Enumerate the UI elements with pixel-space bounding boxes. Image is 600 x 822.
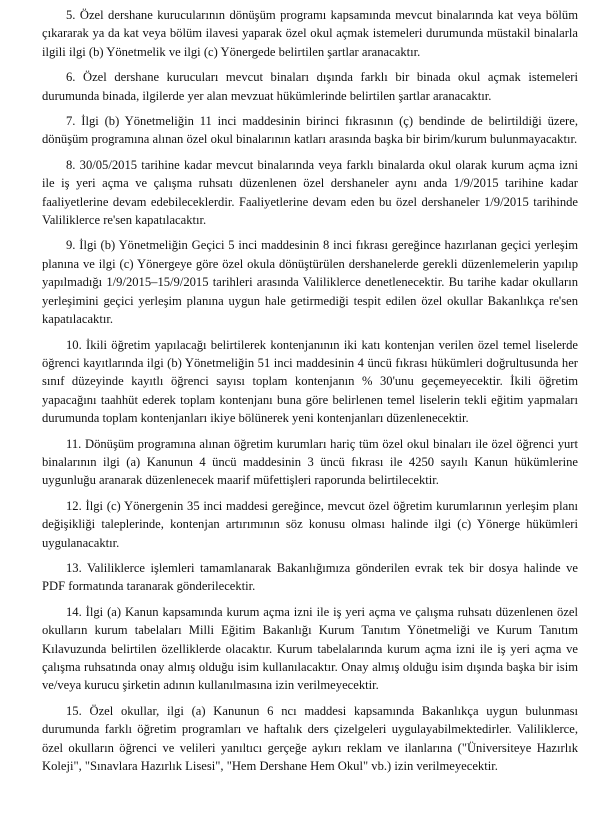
paragraph-item-5: 5. Özel dershane kurucularının dönüşüm programı kapsamında mevcut binalarında kat veya bölüm çıkararak ya da kat veya bölüm ilavesi yaparak özel okul açmak istemeleri durumunda müstakil binalarla ilgili ilgi (b) Yönetmelik ve ilgi (c) Yönergede belirtilen şartlar aranacaktır. xyxy=(42,8,578,59)
paragraph-item-14: 14. İlgi (a) Kanun kapsamında kurum açma izni ile iş yeri açma ve çalışma ruhsatı düzenlenen özel okulların kurum tabelaları Milli Eğitim Bakanlığı Kurum Tanıtım Yönetmeliği ve Kurum Tanıtım Kılavuzunda belirtilen özelliklerde olacaktır. Kurum tabelalarında kurum açma izni ile iş yeri açma ve çalışma ruhsatında onay almış olduğu isim kullanılacaktır. Onay almış olduğu isim dışında başka bir isim ve/veya kurucu şirketin adının kullanılmasına izin verilmeyecektir. xyxy=(42,604,578,693)
paragraph-item-15: 15. Özel okullar, ilgi (a) Kanunun 6 ncı maddesi kapsamında Bakanlıkça uygun bulunması durumunda farklı öğretim programları ve haftalık ders çizelgeleri uygulayabilmektedirler. Valiliklerce, özel okulların öğrenci ve velileri yanıltıcı gerçeğe aykırı reklam ve ilanlarına ("Üniversiteye Hazırlık Koleji", "Sınavlara Hazırlık Lisesi", "Hem Dershane Hem Okul" vb.) izin verilmeyecektir. xyxy=(42,703,578,774)
paragraph-item-8: 8. 30/05/2015 tarihine kadar mevcut binalarında veya farklı binalarda okul olarak kurum açma izni ile iş yeri açma ve çalışma ruhsatı düzenlenen özel dershaneler aynı anda 1/9/2015 tarihine kadar faaliyetlerine devam edebileceklerdir. Faaliyetlerine devam eden bu özel dershaneler 1/9/2015 tarihinde Valiliklerce re'sen kapatılacaktır. xyxy=(42,157,578,228)
paragraph-item-11: 11. Dönüşüm programına alınan öğretim kurumları hariç tüm özel okul binaları ile özel öğrenci yurt binalarının ilgi (a) Kanunun 4 üncü maddesinin 3 üncü fıkrası ile 4250 sayılı Kanun hükümlerine uygunluğu aranarak düzenlenecek maarif müfettişleri raporunda belirtilecektir. xyxy=(42,436,578,488)
paragraph-item-7: 7. İlgi (b) Yönetmeliğin 11 inci maddesinin birinci fıkrasının (ç) bendinde de belirtildiği üzere, dönüşüm programına alınan özel okul binalarının katları arasında başka bir birim/kurum bulunmayacaktır. xyxy=(42,114,578,147)
paragraph-item-10: 10. İkili öğretim yapılacağı belirtilerek kontenjanının iki katı kontenjan verilen özel temel liselerde öğrenci kayıtlarında ilgi (b) Yönetmeliğin 51 inci maddesinin 4 üncü fıkrası hükümleri doğrultusunda her sınıf düzeyinde kayıtlı öğrenci sayısı toplam kontenjanın % 30'unu geçemeyecektir. İkili öğretim yapacağını taahhüt ederek toplam kontenjanı buna göre belirlenen temel liselerin tekli eğitim yapmaları durumunda toplam kontenjanları ikiye bölünerek yeni kontenjanları düzenlenecektir. xyxy=(42,337,578,426)
paragraph-item-6: 6. Özel dershane kurucuları mevcut binaları dışında farklı bir binada okul açmak istemeleri durumunda binada, ilgilerde yer alan mevzuat hükümlerinde belirtilen şartlar aranacaktır. xyxy=(42,70,578,103)
paragraph-item-9: 9. İlgi (b) Yönetmeliğin Geçici 5 inci maddesinin 8 inci fıkrası gereğince hazırlanan geçici yerleşim planına ve ilgi (c) Yönergeye göre özel okula dönüştürülen dershanelerde gerekli düzenlemelerin yapılıp yapılmadığı 1/9/2015–15/9/2015 tarihleri arasında Valiliklerce denetlenecektir. Bu tarihe kadar okulların yerleşimini geçici yerleşim planına uygun hale getirmediği tespit edilen özel okullar Bakanlıkça re'sen kapatılacaktır. xyxy=(42,238,578,327)
paragraph-item-12: 12. İlgi (c) Yönergenin 35 inci maddesi gereğince, mevcut özel öğretim kurumlarının yerleşim planı değişikliği taleplerinde, kontenjan artırımının söz konusu olması halinde ilgi (c) Yönerge hükümleri uygulanacaktır. xyxy=(42,498,578,550)
paragraph-item-13: 13. Valiliklerce işlemleri tamamlanarak Bakanlığımıza gönderilen evrak tek bir dosya halinde ve PDF formatında taranarak gönderilecektir. xyxy=(42,560,578,594)
